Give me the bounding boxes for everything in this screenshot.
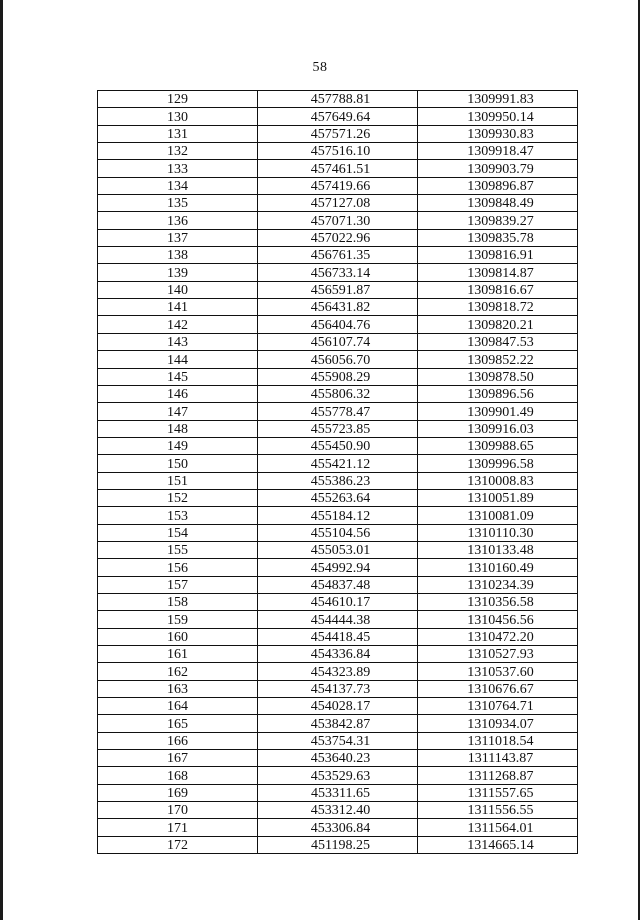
x-coordinate-cell: 455104.56 [258, 524, 418, 541]
point-number-cell: 135 [98, 195, 258, 212]
point-number-cell: 151 [98, 472, 258, 489]
x-coordinate-cell: 457649.64 [258, 108, 418, 125]
point-number-cell: 134 [98, 177, 258, 194]
x-coordinate-cell: 454444.38 [258, 611, 418, 628]
x-coordinate-cell: 456761.35 [258, 247, 418, 264]
point-number-cell: 139 [98, 264, 258, 281]
table-row [98, 663, 578, 680]
x-coordinate-cell: 456404.76 [258, 316, 418, 333]
point-number-cell: 136 [98, 212, 258, 229]
point-number-cell: 129 [98, 91, 258, 108]
point-number-cell: 162 [98, 663, 258, 680]
point-number-cell: 144 [98, 351, 258, 368]
point-number-cell: 170 [98, 802, 258, 819]
table-row [98, 333, 578, 350]
table-row [98, 91, 578, 108]
x-coordinate-cell: 454418.45 [258, 628, 418, 645]
table-row [98, 541, 578, 558]
point-number-cell: 166 [98, 732, 258, 749]
y-coordinate-cell: 1310764.71 [418, 698, 578, 715]
table-row [98, 229, 578, 246]
point-number-cell: 169 [98, 784, 258, 801]
x-coordinate-cell: 455450.90 [258, 437, 418, 454]
point-number-cell: 172 [98, 836, 258, 853]
y-coordinate-cell: 1310051.89 [418, 489, 578, 506]
x-coordinate-cell: 454028.17 [258, 698, 418, 715]
x-coordinate-cell: 456733.14 [258, 264, 418, 281]
page-number: 58 [312, 60, 328, 75]
x-coordinate-cell: 457571.26 [258, 125, 418, 142]
point-number-cell: 141 [98, 299, 258, 316]
table-row [98, 247, 578, 264]
point-number-cell: 164 [98, 698, 258, 715]
y-coordinate-cell: 1309852.22 [418, 351, 578, 368]
point-number-cell: 165 [98, 715, 258, 732]
x-coordinate-cell: 455386.23 [258, 472, 418, 489]
y-coordinate-cell: 1311143.87 [418, 750, 578, 767]
x-coordinate-cell: 454336.84 [258, 646, 418, 663]
y-coordinate-cell: 1309848.49 [418, 195, 578, 212]
table-row [98, 489, 578, 506]
table-row [98, 177, 578, 194]
y-coordinate-cell: 1309816.91 [418, 247, 578, 264]
table-row [98, 628, 578, 645]
y-coordinate-cell: 1309916.03 [418, 420, 578, 437]
table-row [98, 299, 578, 316]
point-number-cell: 145 [98, 368, 258, 385]
y-coordinate-cell: 1311564.01 [418, 819, 578, 836]
x-coordinate-cell: 453311.65 [258, 784, 418, 801]
table-row [98, 351, 578, 368]
y-coordinate-cell: 1310676.67 [418, 680, 578, 697]
y-coordinate-cell: 1309988.65 [418, 437, 578, 454]
table-row [98, 750, 578, 767]
x-coordinate-cell: 453842.87 [258, 715, 418, 732]
y-coordinate-cell: 1311557.65 [418, 784, 578, 801]
point-number-cell: 152 [98, 489, 258, 506]
point-number-cell: 167 [98, 750, 258, 767]
y-coordinate-cell: 1310934.07 [418, 715, 578, 732]
y-coordinate-cell: 1309818.72 [418, 299, 578, 316]
y-coordinate-cell: 1309896.56 [418, 385, 578, 402]
point-number-cell: 131 [98, 125, 258, 142]
point-number-cell: 161 [98, 646, 258, 663]
x-coordinate-cell: 457461.51 [258, 160, 418, 177]
y-coordinate-cell: 1309847.53 [418, 333, 578, 350]
x-coordinate-cell: 455723.85 [258, 420, 418, 437]
x-coordinate-cell: 454323.89 [258, 663, 418, 680]
y-coordinate-cell: 1310356.58 [418, 593, 578, 610]
table-row [98, 143, 578, 160]
table-row [98, 784, 578, 801]
x-coordinate-cell: 455184.12 [258, 507, 418, 524]
table-row [98, 836, 578, 853]
y-coordinate-cell: 1309991.83 [418, 91, 578, 108]
table-row [98, 368, 578, 385]
y-coordinate-cell: 1310081.09 [418, 507, 578, 524]
x-coordinate-cell: 454610.17 [258, 593, 418, 610]
point-number-cell: 156 [98, 559, 258, 576]
y-coordinate-cell: 1310537.60 [418, 663, 578, 680]
point-number-cell: 147 [98, 403, 258, 420]
y-coordinate-cell: 1314665.14 [418, 836, 578, 853]
table-row [98, 281, 578, 298]
coordinates-table [97, 90, 578, 854]
x-coordinate-cell: 455806.32 [258, 385, 418, 402]
point-number-cell: 130 [98, 108, 258, 125]
table-row [98, 767, 578, 784]
x-coordinate-cell: 454992.94 [258, 559, 418, 576]
y-coordinate-cell: 1309878.50 [418, 368, 578, 385]
y-coordinate-cell: 1310110.30 [418, 524, 578, 541]
table-row [98, 108, 578, 125]
x-coordinate-cell: 456431.82 [258, 299, 418, 316]
table-row [98, 316, 578, 333]
y-coordinate-cell: 1309839.27 [418, 212, 578, 229]
y-coordinate-cell: 1309930.83 [418, 125, 578, 142]
point-number-cell: 140 [98, 281, 258, 298]
x-coordinate-cell: 454837.48 [258, 576, 418, 593]
y-coordinate-cell: 1309896.87 [418, 177, 578, 194]
x-coordinate-cell: 453306.84 [258, 819, 418, 836]
y-coordinate-cell: 1309996.58 [418, 455, 578, 472]
y-coordinate-cell: 1310160.49 [418, 559, 578, 576]
table-row [98, 732, 578, 749]
x-coordinate-cell: 453312.40 [258, 802, 418, 819]
x-coordinate-cell: 457788.81 [258, 91, 418, 108]
point-number-cell: 142 [98, 316, 258, 333]
point-number-cell: 158 [98, 593, 258, 610]
x-coordinate-cell: 455053.01 [258, 541, 418, 558]
point-number-cell: 150 [98, 455, 258, 472]
x-coordinate-cell: 455908.29 [258, 368, 418, 385]
table-row [98, 455, 578, 472]
y-coordinate-cell: 1311556.55 [418, 802, 578, 819]
x-coordinate-cell: 453640.23 [258, 750, 418, 767]
x-coordinate-cell: 457419.66 [258, 177, 418, 194]
y-coordinate-cell: 1309835.78 [418, 229, 578, 246]
x-coordinate-cell: 456056.70 [258, 351, 418, 368]
y-coordinate-cell: 1309816.67 [418, 281, 578, 298]
y-coordinate-cell: 1309903.79 [418, 160, 578, 177]
y-coordinate-cell: 1310008.83 [418, 472, 578, 489]
table-row [98, 715, 578, 732]
scan-border-left [0, 0, 3, 920]
point-number-cell: 146 [98, 385, 258, 402]
x-coordinate-cell: 457022.96 [258, 229, 418, 246]
table-row [98, 507, 578, 524]
point-number-cell: 163 [98, 680, 258, 697]
y-coordinate-cell: 1310133.48 [418, 541, 578, 558]
table-row [98, 420, 578, 437]
point-number-cell: 159 [98, 611, 258, 628]
table-row [98, 160, 578, 177]
point-number-cell: 160 [98, 628, 258, 645]
y-coordinate-cell: 1309820.21 [418, 316, 578, 333]
point-number-cell: 155 [98, 541, 258, 558]
table-row [98, 611, 578, 628]
table-row [98, 680, 578, 697]
table-row [98, 472, 578, 489]
point-number-cell: 138 [98, 247, 258, 264]
x-coordinate-cell: 455778.47 [258, 403, 418, 420]
y-coordinate-cell: 1309918.47 [418, 143, 578, 160]
table-row [98, 195, 578, 212]
point-number-cell: 153 [98, 507, 258, 524]
point-number-cell: 149 [98, 437, 258, 454]
y-coordinate-cell: 1311268.87 [418, 767, 578, 784]
x-coordinate-cell: 453529.63 [258, 767, 418, 784]
x-coordinate-cell: 456591.87 [258, 281, 418, 298]
y-coordinate-cell: 1310456.56 [418, 611, 578, 628]
table-row [98, 212, 578, 229]
table-row [98, 646, 578, 663]
table-row [98, 264, 578, 281]
table-row [98, 524, 578, 541]
point-number-cell: 143 [98, 333, 258, 350]
y-coordinate-cell: 1309901.49 [418, 403, 578, 420]
y-coordinate-cell: 1309814.87 [418, 264, 578, 281]
x-coordinate-cell: 451198.25 [258, 836, 418, 853]
x-coordinate-cell: 456107.74 [258, 333, 418, 350]
table-row [98, 559, 578, 576]
x-coordinate-cell: 457516.10 [258, 143, 418, 160]
x-coordinate-cell: 454137.73 [258, 680, 418, 697]
table-row [98, 125, 578, 142]
table-row [98, 593, 578, 610]
table-row [98, 403, 578, 420]
x-coordinate-cell: 455421.12 [258, 455, 418, 472]
coordinates-table-body [98, 91, 578, 854]
y-coordinate-cell: 1310527.93 [418, 646, 578, 663]
point-number-cell: 148 [98, 420, 258, 437]
point-number-cell: 154 [98, 524, 258, 541]
point-number-cell: 168 [98, 767, 258, 784]
point-number-cell: 171 [98, 819, 258, 836]
point-number-cell: 133 [98, 160, 258, 177]
y-coordinate-cell: 1310234.39 [418, 576, 578, 593]
x-coordinate-cell: 457127.08 [258, 195, 418, 212]
table-row [98, 698, 578, 715]
table-row [98, 802, 578, 819]
table-row [98, 385, 578, 402]
y-coordinate-cell: 1309950.14 [418, 108, 578, 125]
table-row [98, 819, 578, 836]
x-coordinate-cell: 453754.31 [258, 732, 418, 749]
table-row [98, 576, 578, 593]
y-coordinate-cell: 1311018.54 [418, 732, 578, 749]
x-coordinate-cell: 457071.30 [258, 212, 418, 229]
y-coordinate-cell: 1310472.20 [418, 628, 578, 645]
point-number-cell: 132 [98, 143, 258, 160]
point-number-cell: 137 [98, 229, 258, 246]
table-row [98, 437, 578, 454]
point-number-cell: 157 [98, 576, 258, 593]
x-coordinate-cell: 455263.64 [258, 489, 418, 506]
